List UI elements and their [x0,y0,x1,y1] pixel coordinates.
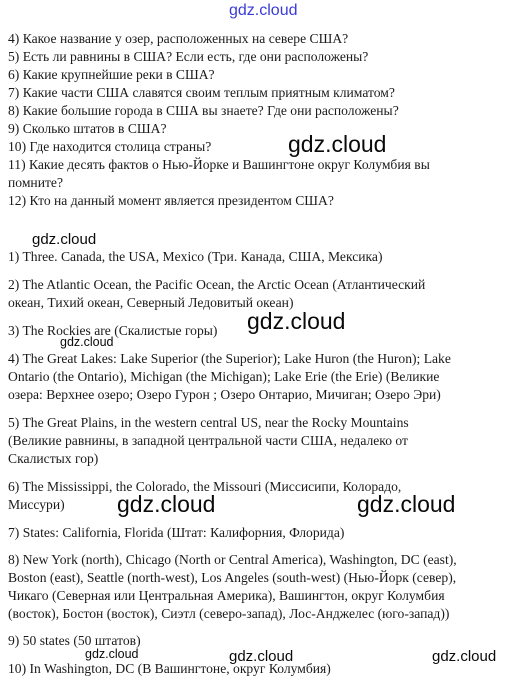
answer-line: 2) The Atlantic Ocean, the Pacific Ocean, the Arctic Ocean (Атлантический [8,277,426,292]
watermark: gdz.cloud [247,308,346,334]
watermark: gdz.cloud [60,335,114,349]
answer-line: 9) 50 states (50 штатов) [8,633,141,648]
watermark: gdz.cloud [32,231,97,248]
question-line: 11) Какие десять фактов о Нью-Йорке и Вашингтоне округ Колумбия вы [8,157,430,172]
question-line: 5) Есть ли равнины в США? Если есть, где они расположены? [8,49,369,64]
answer-line: 5) The Great Plains, in the western central US, near the Rocky Mountains [8,415,409,430]
answer-line: 1) Three. Canada, the USA, Mexico (Три. Канада, США, Мексика) [8,249,383,264]
question-line: помните? [8,175,63,190]
watermark: gdz.cloud [229,648,294,665]
answer-line: 6) The Mississippi, the Colorado, the Missouri (Миссисипи, Колорадо, [8,479,402,494]
answer-line: Миссури) [8,497,65,512]
answer-line: Boston (east), Seattle (north-west), Los Angeles (south-west) (Нью-Йорк (север), [8,570,457,585]
answer-line: океан, Тихий океан, Северный Ледовитый океан) [8,295,294,310]
watermark-top: gdz.cloud [229,2,298,19]
question-line: 9) Сколько штатов в США? [8,121,167,136]
answer-line: 8) New York (north), Chicago (North or Central America), Washington, DC (east), [8,552,457,567]
watermark: gdz.cloud [85,647,139,661]
question-line: 4) Какое название у озер, расположенных на севере США? [8,31,349,46]
watermark: gdz.cloud [288,131,387,157]
answer-line: 3) The Rockies are (Скалистые горы) [8,323,218,338]
answer-line: 7) States: California, Florida (Штат: Калифорния, Флорида) [8,525,345,540]
answer-line: (Великие равнины, в западной центральной части США, недалеко от [8,433,408,448]
question-line: 6) Какие крупнейшие реки в США? [8,67,215,82]
watermark: gdz.cloud [432,648,497,665]
question-line: 7) Какие части США славятся своим теплым приятным климатом? [8,85,395,100]
answer-line: (восток), Бостон (восток), Сиэтл (северо-запад), Лос-Анджелес (юго-запад)) [8,606,450,621]
answer-line: 4) The Great Lakes: Lake Superior (the Superior); Lake Huron (the Huron); Lake [8,351,451,366]
question-line: 12) Кто на данный момент является президентом США? [8,193,334,208]
watermark: gdz.cloud [117,491,216,517]
answer-line: озера: Верхнее озеро; Озеро Гурон ; Озеро Онтарио, Мичиган; Озеро Эри) [8,387,441,402]
answer-line: Скалистых гор) [8,451,99,466]
answer-line: Чикаго (Северная или Центральная Америка), Вашингтон, округ Колумбия [8,588,445,603]
watermark: gdz.cloud [357,491,456,517]
question-line: 10) Где находится столица страны? [8,139,212,154]
answer-line: Ontario (the Ontario), Michigan (the Michigan); Lake Erie (the Erie) (Великие [8,369,440,384]
question-line: 8) Какие большие города в США вы знаете? Где они расположены? [8,103,399,118]
answer-line: 10) In Washington, DC (В Вашингтоне, округ Колумбия) [8,661,331,676]
